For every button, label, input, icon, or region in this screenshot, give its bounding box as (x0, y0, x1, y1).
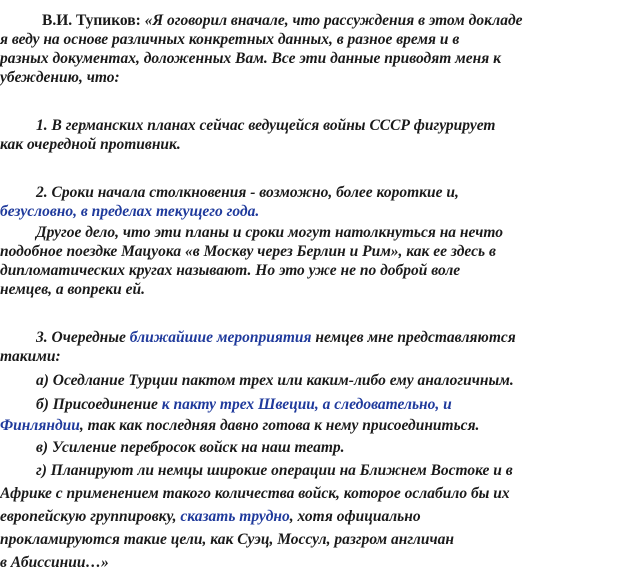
item-g-text-b: , хотя официально (289, 508, 421, 525)
point-3-highlight: ближайшие мероприятия (129, 329, 312, 346)
item-b-line-1 (36, 396, 452, 414)
item-g-text-a: европейскую группировку, (0, 508, 181, 525)
point-2-highlight: безусловно, в пределах текущего года. (0, 203, 260, 220)
item-g-line-3 (0, 508, 421, 526)
intro-line-2: я веду на основе различных конкретных данных, в разное время и в (0, 31, 460, 48)
point-1-line-2: как очередной противник. (0, 136, 181, 153)
item-g-line-4: прокламируются такие цели, как Суэц, Моссул, разгром англичан (0, 531, 454, 548)
item-v: в) Усиление перебросок войск на наш театр. (36, 439, 345, 456)
point-2-line-1: 2. Сроки начала столкновения - возможно, более короткие и, (36, 184, 459, 201)
other-matter-line-2: подобное поездке Мацуока «в Москву через Берлин и Рим», как ее здесь в (0, 243, 496, 260)
item-b-highlight-2: Финляндии (0, 417, 80, 434)
point-3-line-2: такими: (0, 348, 61, 365)
speaker-name: В.И. Тупиков: (42, 12, 141, 29)
item-b-text-b: , так как последняя давно готова к нему присоединиться. (79, 417, 480, 434)
point-1-line-1: 1. В германских планах сейчас ведущейся войны СССР фигурирует (36, 117, 496, 134)
item-b-highlight: к пакту трех Швеции, а следовательно, и (161, 396, 452, 413)
item-b-line-2 (0, 417, 479, 435)
other-matter-line-1: Другое дело, что эти планы и сроки могут натолкнуться на нечто (36, 224, 503, 241)
item-b-text-a: б) Присоединение (36, 396, 162, 413)
item-g-highlight: сказать трудно (180, 508, 290, 525)
intro-text: «Я оговорил вначале, что рассуждения в этом докладе (140, 12, 523, 29)
item-g-line-1: г) Планируют ли немцы широкие операции на Ближнем Востоке и в (36, 462, 513, 479)
item-g-line-2: Африке с применением такого количества войск, которое ослабило бы их (0, 485, 510, 502)
intro-line-1 (42, 12, 523, 30)
point-3-line-1 (36, 329, 516, 347)
point-3-text-b: немцев мне представляются (311, 329, 516, 346)
item-a: а) Оседлание Турции пактом трех или каким-либо ему аналогичным. (36, 372, 514, 389)
intro-line-3: разных документах, доложенных Вам. Все эти данные приводят меня к (0, 50, 501, 67)
other-matter-line-3: дипломатических кругах называют. Но это уже не по доброй воле (0, 262, 461, 279)
intro-line-4: убеждению, что: (0, 69, 120, 86)
item-g-line-5: в Абиссинии…» (0, 554, 109, 571)
point-3-text-a: 3. Очередные (36, 329, 130, 346)
other-matter-line-4: немцев, а вопреки ей. (0, 281, 145, 298)
